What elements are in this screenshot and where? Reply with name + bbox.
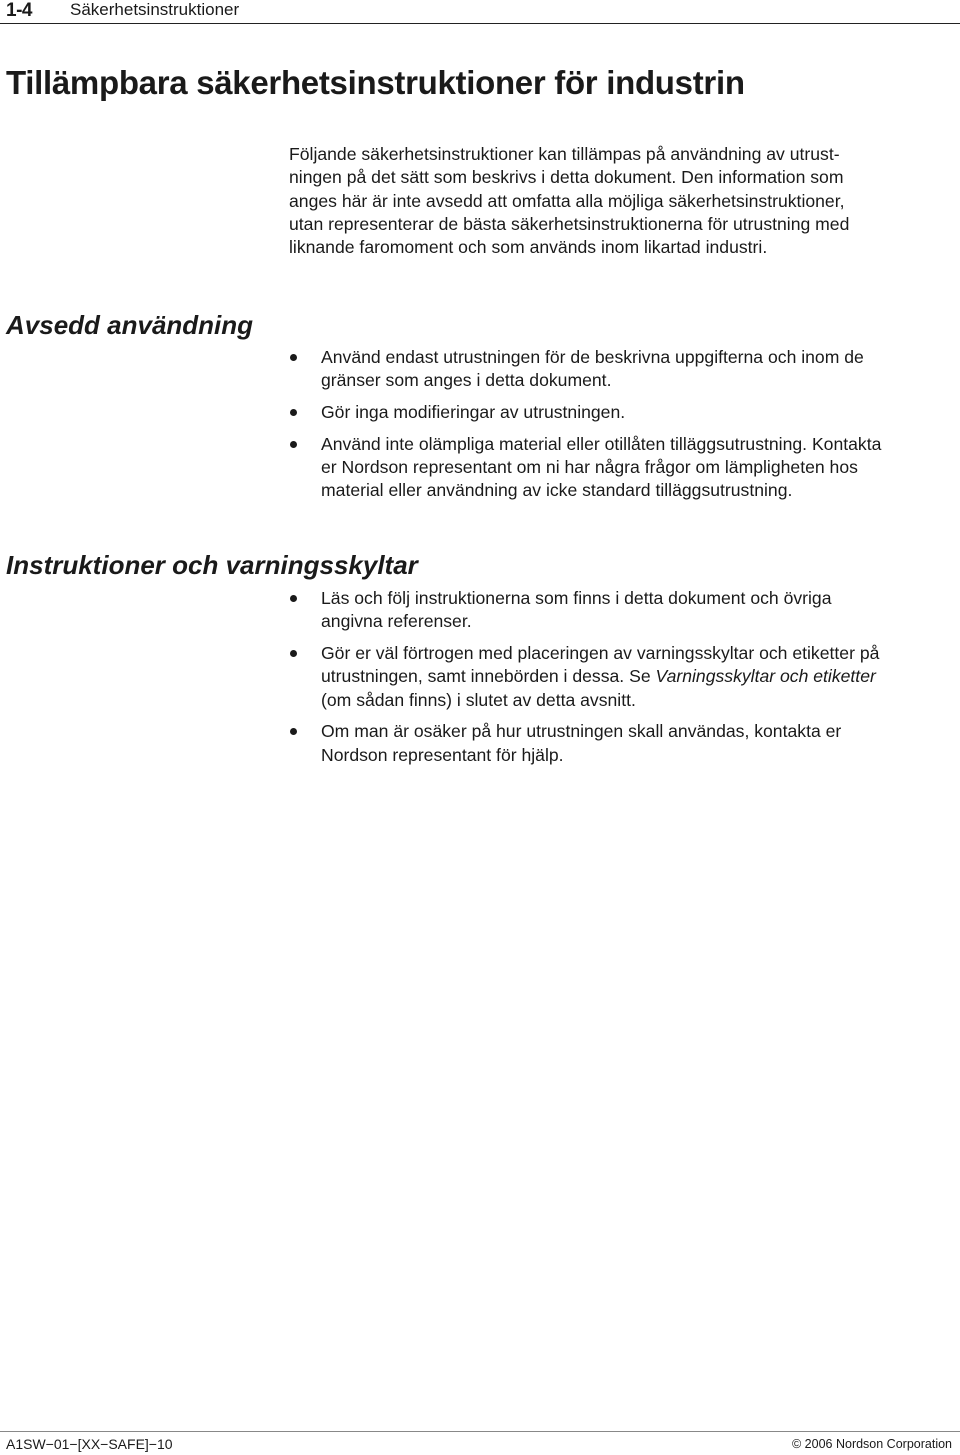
page-number: 1-4 (6, 0, 32, 21)
list-item: Gör er väl förtrogen med placeringen av varningsskyltar och etiketter på utrustningen, samt innebörden i dessa. Se Varningsskyltar och etiketter (om sådan finns) i slutet av detta avsnitt. (289, 642, 957, 712)
intro-paragraph: Följande säkerhetsinstruktioner kan tillämpas på användning av utrust- ningen på det sätt som beskrivs i detta dokument. Den information som anges här är inte avsedd att omfatta alla möjliga säkerhetsinstruktioner, utan representerar de bästa säkerhetsinstruktionerna för utrustning med liknande faromoment och som används inom likartad industri. (289, 144, 850, 258)
instructions-list (289, 587, 957, 775)
list-item: Använd endast utrustningen för de beskrivna uppgifterna och inom de gränser som anges i detta dokument. (289, 346, 957, 393)
list-item: Läs och följ instruktionerna som finns i detta dokument och övriga angivna referenser. (289, 587, 957, 634)
bullet-icon (290, 595, 297, 602)
list-item: Använd inte olämpliga material eller otillåten tilläggsutrustning. Kontakta er Nordson representant om ni har några frågor om lämpligheten hos material eller användning av icke standard tilläggsutrustning. (289, 433, 957, 503)
page-header (0, 0, 960, 24)
list-item: Gör inga modifieringar av utrustningen. (289, 401, 957, 424)
running-title: Säkerhetsinstruktioner (70, 0, 240, 19)
footer-copyright: © 2006 Nordson Corporation (792, 1437, 952, 1451)
cross-reference-link[interactable]: Varningsskyltar och etiketter (655, 666, 876, 687)
footer-doc-code: A1SW−01−[XX−SAFE]−10 (6, 1436, 173, 1452)
section-title-avsedd-anvandning: Avsedd användning (6, 310, 254, 340)
bullet-icon (290, 354, 297, 361)
bullet-icon (290, 650, 297, 657)
list-item: Om man är osäker på hur utrustningen skall användas, kontakta er Nordson representant för hjälp. (289, 720, 957, 767)
footer-divider (0, 1431, 960, 1432)
bullet-icon (290, 409, 297, 416)
bullet-icon (290, 441, 297, 448)
intended-use-list (289, 346, 957, 511)
section-title-instruktioner: Instruktioner och varningsskyltar (6, 550, 418, 580)
bullet-icon (290, 728, 297, 735)
page-title: Tillämpbara säkerhetsinstruktioner för industrin (6, 64, 745, 101)
